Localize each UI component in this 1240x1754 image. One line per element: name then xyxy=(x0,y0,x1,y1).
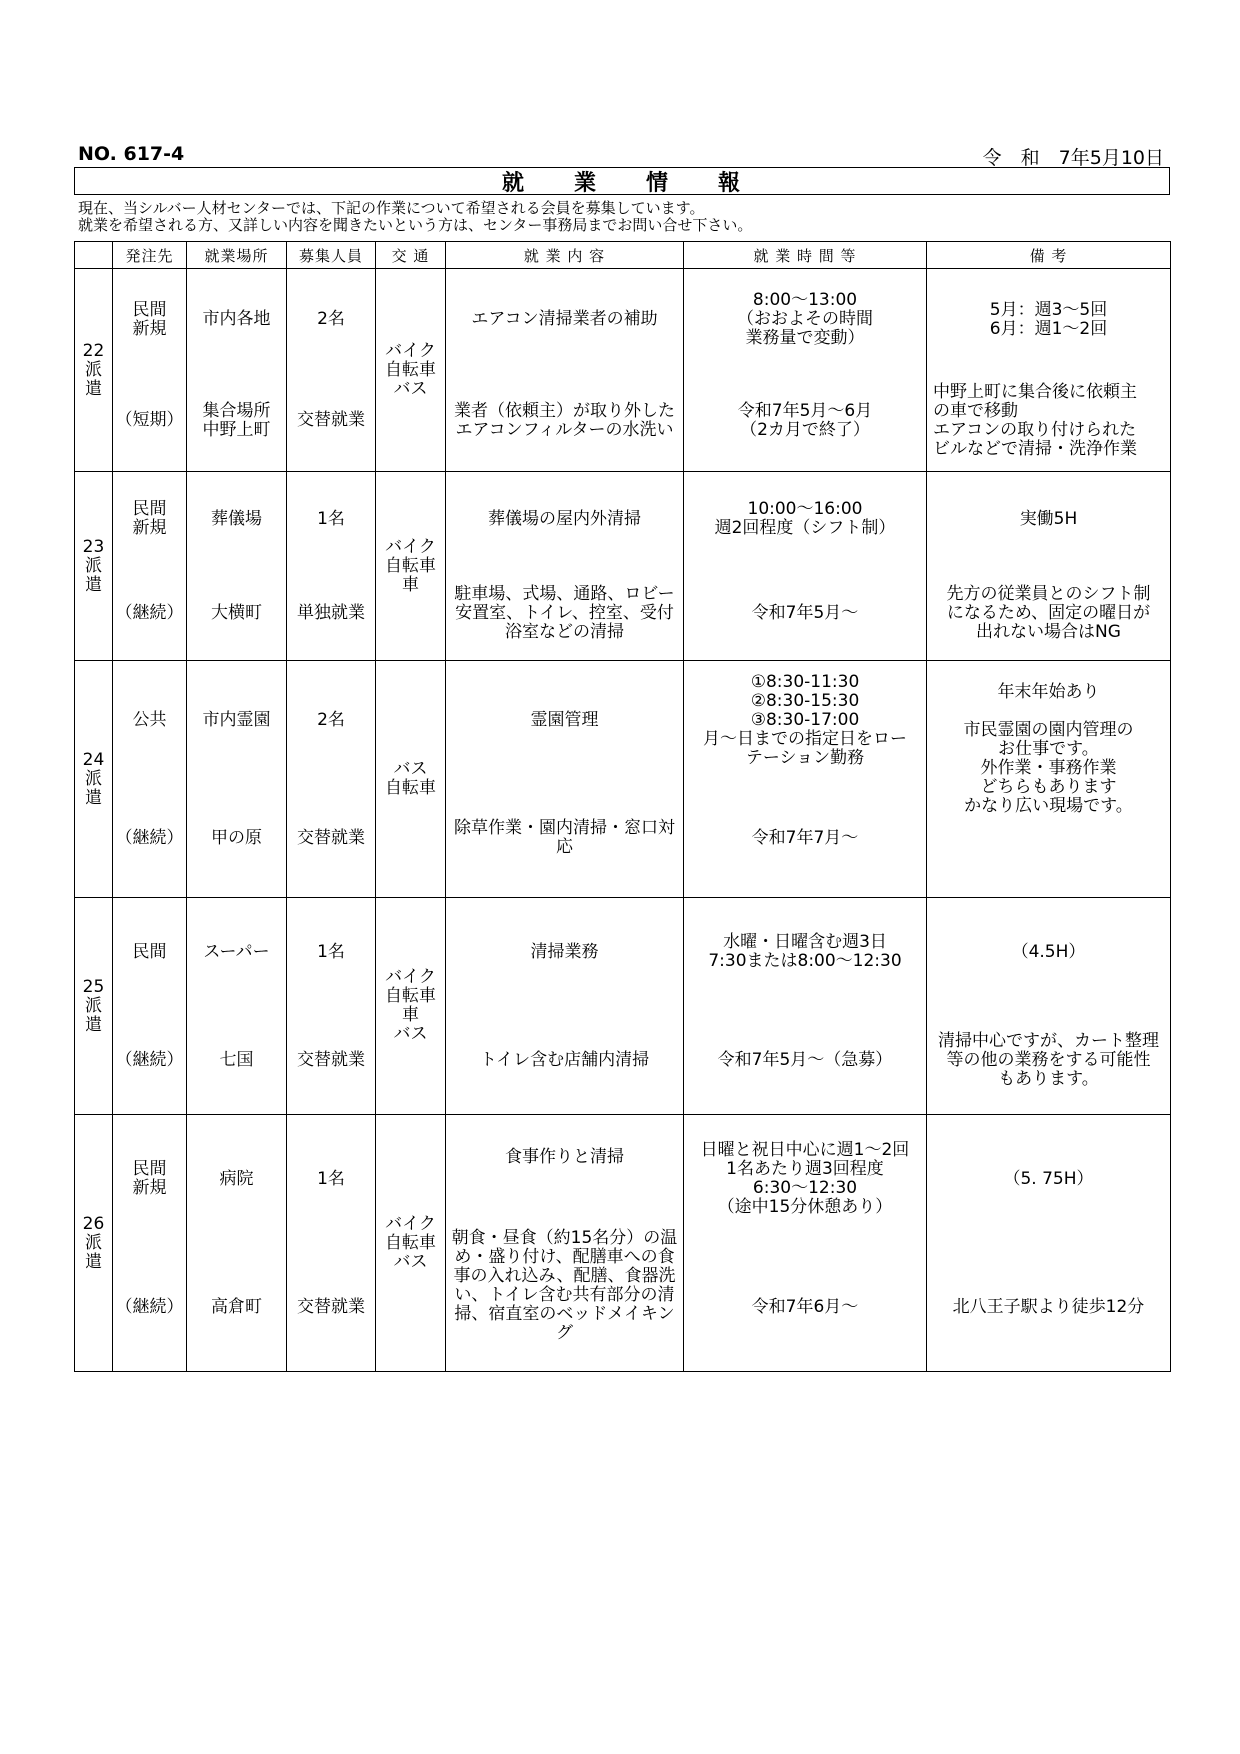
notes-cell xyxy=(927,1115,1171,1372)
content-top: 清掃業務 xyxy=(530,941,599,962)
staff-bottom: 単独就業 xyxy=(297,602,365,623)
time-top: 8:00～13:00 （おおよその時間 業務量で変動） xyxy=(737,290,873,348)
table-row xyxy=(75,1115,1171,1372)
time-bottom: 令和7年7月～ xyxy=(751,827,859,848)
notes-bottom: 北八王子駅より徒歩12分 xyxy=(952,1296,1145,1317)
header-staff: 募集人員 xyxy=(287,242,376,269)
place-top: 葬儀場 xyxy=(211,508,262,529)
table-row xyxy=(75,898,1171,1115)
place-top: 病院 xyxy=(219,1168,254,1189)
staff-top: 1名 xyxy=(317,941,345,962)
client-top: 民間 xyxy=(132,941,167,962)
job-table xyxy=(74,241,1171,1372)
staff-bottom: 交替就業 xyxy=(297,410,365,430)
content-cell xyxy=(446,269,684,472)
content-bottom: 業者（依頼主）が取り外した エアコンフィルターの水洗い xyxy=(454,400,675,440)
staff-bottom: 交替就業 xyxy=(297,827,365,848)
staff-top: 2名 xyxy=(317,309,345,329)
time-top: ①8:30-11:30 ②8:30-15:30 ③8:30-17:00 月～日までの指定日をロー テーション勤務 xyxy=(703,671,907,768)
content-top: 食事作りと清掃 xyxy=(505,1147,624,1168)
notes-top: （5. 75H） xyxy=(1003,1168,1094,1189)
place-bottom: 甲の原 xyxy=(211,827,262,848)
notes-cell xyxy=(927,472,1171,661)
notes-bottom xyxy=(927,838,1170,897)
time-top: 10:00～16:00 週2回程度（シフト制） xyxy=(714,499,896,538)
place-bottom: 七国 xyxy=(219,1049,254,1070)
place-top: スーパー xyxy=(203,941,270,962)
intro-line-1: 現在、当シルバー人材センターでは、下記の作業について希望される会員を募集しています。 xyxy=(78,199,705,217)
table-row xyxy=(75,661,1171,898)
intro-line-2: 就業を希望される方、又詳しい内容を聞きたいという方は、センター事務局までお問い合せ下さい。 xyxy=(78,216,753,234)
place-cell xyxy=(187,898,287,1115)
place-top: 市内各地 xyxy=(202,309,271,329)
staff-top: 1名 xyxy=(317,1168,345,1189)
content-cell xyxy=(446,898,684,1115)
header-notes: 備 考 xyxy=(927,242,1171,269)
client-cell xyxy=(113,472,187,661)
transport-cell: バイク 自転車 バス xyxy=(376,269,446,472)
content-top: 葬儀場の屋内外清掃 xyxy=(488,508,641,529)
client-cell xyxy=(113,1115,187,1372)
staff-top: 1名 xyxy=(317,508,345,529)
client-top: 公共 xyxy=(132,709,167,730)
table-row xyxy=(75,269,1171,472)
time-bottom: 令和7年5月～（急募） xyxy=(717,1049,893,1070)
staff-cell xyxy=(287,269,376,472)
content-cell xyxy=(446,661,684,898)
page-title: 就 業 情 報 xyxy=(501,170,742,196)
content-top: エアコン清掃業者の補助 xyxy=(471,309,658,329)
time-cell xyxy=(684,898,927,1115)
transport-cell: バイク 自転車 車 xyxy=(376,472,446,661)
time-top: 日曜と祝日中心に週1～2回 1名あたり週3回程度 6:30～12:30 （途中15分休憩あり） xyxy=(700,1140,910,1217)
row-number: 25 派 遣 xyxy=(75,898,113,1115)
table-row xyxy=(75,472,1171,661)
place-cell xyxy=(187,1115,287,1372)
header-number xyxy=(75,242,113,269)
title-box xyxy=(74,167,1170,195)
header-transport: 交 通 xyxy=(376,242,446,269)
table-header-row xyxy=(75,242,1171,269)
content-bottom: 朝食・昼食（約15名分）の温 め・盛り付け、配膳車への食 事の入れ込み、配膳、食器洗 い、トイレ含む共有部分の清 掃、宿直室のベッドメイキン グ xyxy=(451,1227,678,1343)
client-bottom: （継続） xyxy=(115,1296,184,1317)
content-bottom: トイレ含む店舗内清掃 xyxy=(479,1049,650,1070)
content-bottom: 除草作業・園内清掃・窓口対 応 xyxy=(454,818,675,857)
client-cell xyxy=(113,269,187,472)
time-bottom: 令和7年6月～ xyxy=(751,1296,859,1317)
notes-top: 実働5H xyxy=(1019,508,1078,529)
time-bottom: 令和7年5月～ xyxy=(751,602,859,623)
client-bottom: （継続） xyxy=(115,602,184,623)
header-time: 就 業 時 間 等 xyxy=(684,242,927,269)
notes-cell xyxy=(927,898,1171,1115)
client-top: 民間 新規 xyxy=(132,499,167,538)
transport-cell: バイク 自転車 バス xyxy=(376,1115,446,1372)
client-top: 民間 新規 xyxy=(132,299,167,339)
place-bottom: 大横町 xyxy=(211,602,262,623)
content-top: 霊園管理 xyxy=(530,709,599,730)
place-bottom: 集合場所 中野上町 xyxy=(202,400,271,440)
time-top: 水曜・日曜含む週3日 7:30または8:00～12:30 xyxy=(708,932,902,971)
client-bottom: （継続） xyxy=(115,1049,184,1070)
client-cell xyxy=(113,661,187,898)
staff-cell xyxy=(287,898,376,1115)
transport-cell: バイク 自転車 車 バス xyxy=(376,898,446,1115)
document-date: 令 和 7年5月10日 xyxy=(982,147,1164,169)
row-number: 26 派 遣 xyxy=(75,1115,113,1372)
row-number: 24 派 遣 xyxy=(75,661,113,898)
staff-cell xyxy=(287,661,376,898)
notes-top: 年末年始あり 市民霊園の園内管理の お仕事です。 外作業・事務作業 どちらもあります かなり広い現場です。 xyxy=(963,682,1134,816)
time-bottom: 令和7年5月～6月 （2カ月で終了） xyxy=(737,400,873,440)
notes-cell xyxy=(927,661,1171,898)
place-cell xyxy=(187,472,287,661)
transport-cell: バス 自転車 xyxy=(376,661,446,898)
time-cell xyxy=(684,269,927,472)
client-bottom: （短期） xyxy=(115,410,184,430)
notes-bottom: 中野上町に集合後に依頼主 の車で移動 エアコンの取り付けられた ビルなどで清掃・洗浄作業 xyxy=(933,381,1137,459)
notes-cell xyxy=(927,269,1171,472)
content-cell xyxy=(446,1115,684,1372)
time-cell xyxy=(684,472,927,661)
staff-cell xyxy=(287,1115,376,1372)
client-top: 民間 新規 xyxy=(132,1159,167,1198)
client-cell xyxy=(113,898,187,1115)
staff-cell xyxy=(287,472,376,661)
notes-bottom: 清掃中心ですが、カート整理 等の他の業務をする可能性 もあります。 xyxy=(938,1030,1159,1089)
document-number: NO. 617-4 xyxy=(78,143,185,165)
staff-top: 2名 xyxy=(317,709,345,730)
intro-text xyxy=(78,200,752,234)
row-number: 22 派 遣 xyxy=(75,269,113,472)
time-cell xyxy=(684,661,927,898)
notes-top: 5月：週3～5回 6月：週1～2回 xyxy=(989,299,1108,339)
header-client: 発注先 xyxy=(113,242,187,269)
header-place: 就業場所 xyxy=(187,242,287,269)
place-cell xyxy=(187,269,287,472)
place-top: 市内霊園 xyxy=(202,709,271,730)
staff-bottom: 交替就業 xyxy=(297,1049,365,1070)
content-cell xyxy=(446,472,684,661)
row-number: 23 派 遣 xyxy=(75,472,113,661)
staff-bottom: 交替就業 xyxy=(297,1296,365,1317)
time-cell xyxy=(684,1115,927,1372)
header-content: 就 業 内 容 xyxy=(446,242,684,269)
notes-top: （4.5H） xyxy=(1011,941,1086,962)
notes-bottom: 先方の従業員とのシフト制 になるため、固定の曜日が 出れない場合はNG xyxy=(946,583,1151,642)
place-bottom: 高倉町 xyxy=(211,1296,262,1317)
content-bottom: 駐車場、式場、通路、ロビー 安置室、トイレ、控室、受付 浴室などの清掃 xyxy=(454,583,675,642)
place-cell xyxy=(187,661,287,898)
client-bottom: （継続） xyxy=(115,827,184,848)
